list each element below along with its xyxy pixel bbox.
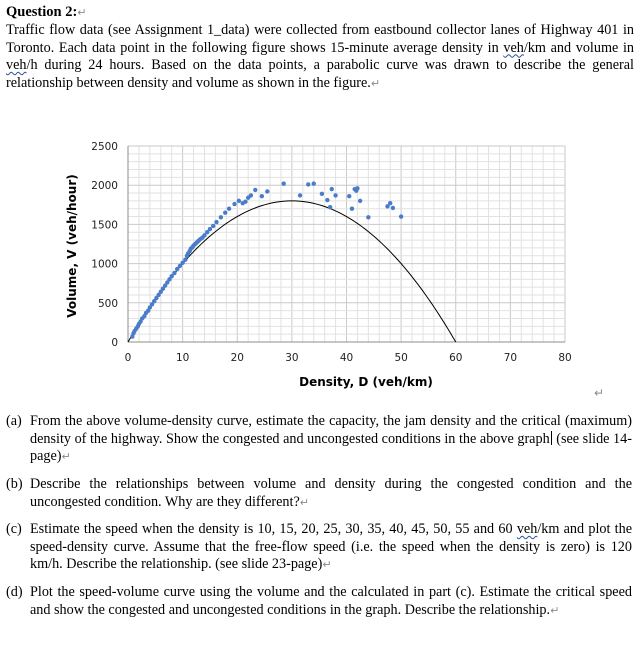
return-mark: ↵ <box>322 558 332 572</box>
data-point <box>366 215 370 219</box>
x-tick-label: 10 <box>175 352 190 364</box>
return-mark: ↵ <box>77 6 87 19</box>
data-point <box>249 193 253 197</box>
data-point <box>306 182 310 186</box>
x-tick-label: 20 <box>230 352 244 364</box>
data-point <box>298 193 302 197</box>
return-mark: ↵ <box>61 450 71 464</box>
return-mark: ↵ <box>370 76 381 90</box>
data-point <box>388 201 392 205</box>
data-point <box>265 189 269 193</box>
x-tick-label: 30 <box>285 352 299 364</box>
question-part-d: (d) Plot the speed-volume curve using the volume and the calculated in part (c). Estimate the critical speed and show the congested and uncongested conditions in the graph. Describe the relationship.↵ <box>6 584 632 618</box>
x-tick-label: 70 <box>503 352 518 364</box>
y-tick-label: 2500 <box>91 141 118 153</box>
y-tick-label: 500 <box>97 297 118 310</box>
data-point <box>330 187 334 191</box>
volume-density-chart <box>60 136 600 396</box>
data-point <box>350 207 354 211</box>
x-tick-label: 80 <box>558 352 572 364</box>
x-tick-label: 60 <box>449 352 463 364</box>
data-point <box>399 214 403 218</box>
question-part-a: (a) From the above volume-density curve, estimate the capacity, the jam density and the critical (maximum) density of the highway. Show the congested and uncongested conditions in the above graph (see slide 14-page)↵ <box>6 413 632 465</box>
data-point <box>391 206 395 210</box>
data-point <box>260 194 264 198</box>
question-part-c: (c) Estimate the speed when the density is 10, 15, 20, 25, 30, 35, 40, 45, 50, 55 and 60 veh/km and plot the speed-density curve. Assume that the free-flow speed (i.e. the speed when the density is zero) is 120 km/h. Describe the relationship. (see slide 23-page)↵ <box>6 521 632 573</box>
data-point <box>211 224 215 228</box>
question-intro: Traffic flow data (see Assignment 1_data) were collected from eastbound collector lanes of Highway 401 in Toronto. Each data point in the following figure shows 15-minute average density in veh/km and volume in veh/h during 24 hours. Based on the data points, a parabolic curve was drawn to describe the general relationship between density and volume as shown in the figure.↵ <box>6 22 634 91</box>
data-point <box>347 194 351 198</box>
data-point <box>214 220 218 224</box>
x-tick-label: 40 <box>339 352 354 364</box>
data-point <box>227 207 231 211</box>
text-cursor <box>551 431 552 445</box>
x-tick-label: 50 <box>394 352 408 364</box>
data-point <box>208 227 212 231</box>
data-point <box>183 257 187 261</box>
data-point <box>232 202 236 206</box>
data-point <box>320 192 324 196</box>
data-point <box>243 199 247 203</box>
data-point <box>219 215 223 219</box>
data-point <box>333 193 337 197</box>
y-tick-label: 0 <box>111 337 118 349</box>
x-tick-label: 0 <box>124 352 132 364</box>
return-mark: ↵ <box>299 495 309 509</box>
question-part-b: (b) Describe the relationships between volume and density during the congested condition and the uncongested condition. Why are they different?↵ <box>6 476 632 510</box>
data-point <box>281 181 285 185</box>
data-point <box>237 199 241 203</box>
y-axis-label: Volume, V (veh/hour) <box>65 174 79 318</box>
data-point <box>223 210 227 214</box>
data-point <box>312 181 316 185</box>
data-point <box>253 188 257 192</box>
data-point <box>354 188 358 192</box>
return-mark: ↵ <box>550 603 560 617</box>
data-point <box>325 198 329 202</box>
y-tick-label: 2000 <box>91 180 118 193</box>
y-tick-label: 1000 <box>91 258 118 271</box>
question-title: Question 2:↵ <box>6 4 87 20</box>
data-point <box>358 199 362 203</box>
data-points <box>130 181 403 338</box>
x-axis-label: Density, D (veh/km) <box>299 375 433 389</box>
data-point <box>328 205 332 209</box>
data-point <box>172 271 176 275</box>
return-mark: ↵ <box>594 386 605 400</box>
y-tick-label: 1500 <box>91 219 118 232</box>
